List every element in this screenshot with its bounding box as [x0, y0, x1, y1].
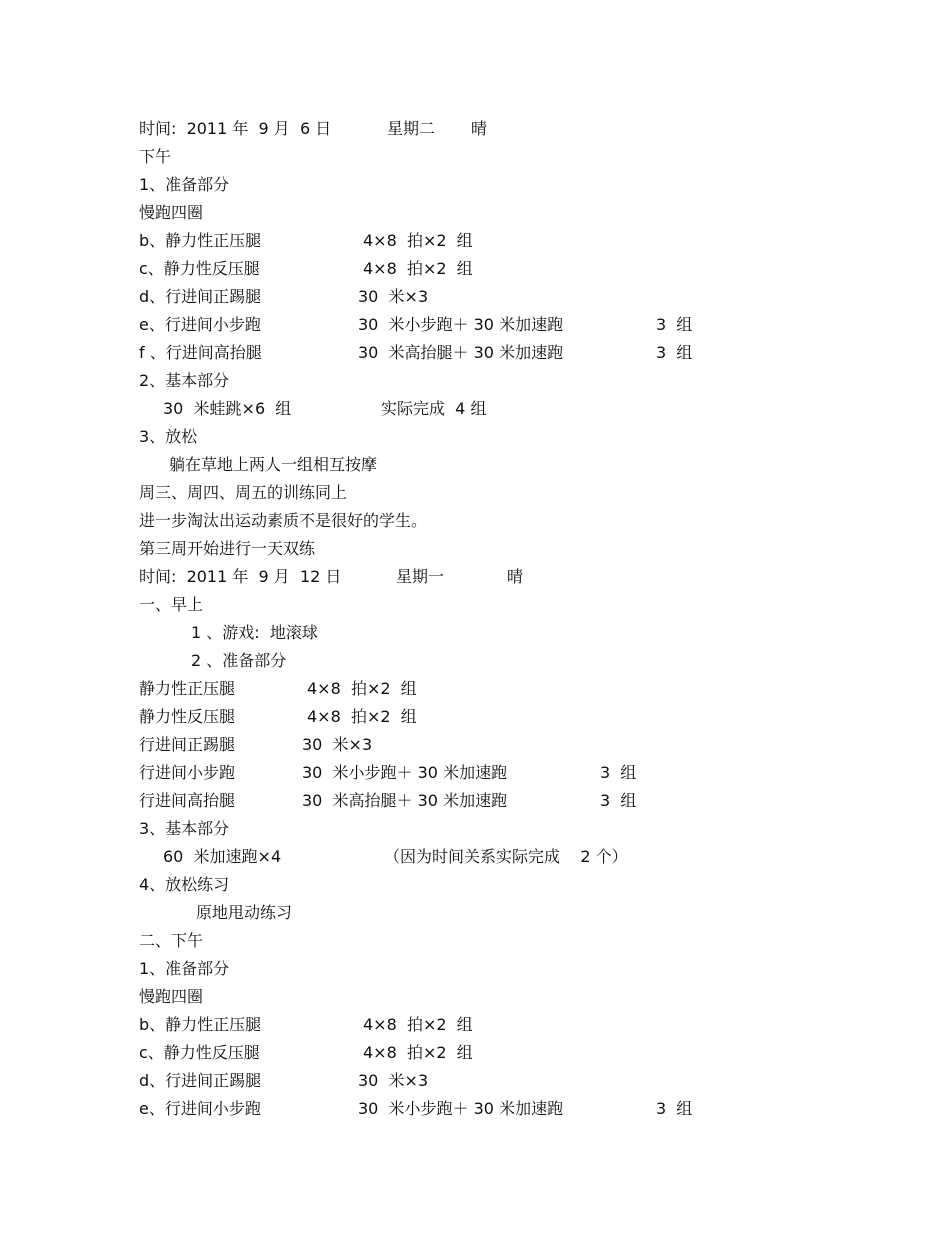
exercise-name: f 、行进间高抬腿 — [139, 343, 262, 362]
subsection-heading — [139, 619, 318, 647]
exercise-name: e、行进间小步跑 — [139, 315, 261, 334]
exercise-name: 静力性反压腿 — [139, 707, 236, 726]
exercise-name: c、静力性反压腿 — [139, 259, 260, 278]
exercise-line — [139, 1095, 693, 1123]
exercise-line — [139, 311, 693, 339]
session-heading — [139, 591, 204, 619]
paragraph-line — [139, 535, 316, 563]
exercise-name: 躺在草地上两人一组相互按摩 — [169, 455, 378, 474]
exercise-line — [139, 675, 417, 703]
exercise-volume: 4×8 拍×2 组 — [363, 231, 473, 250]
exercise-line — [139, 1039, 473, 1067]
exercise-line — [139, 283, 429, 311]
exercise-name: c、静力性反压腿 — [139, 1043, 260, 1062]
paragraph-line — [139, 479, 348, 507]
exercise-volume: 4×8 拍×2 组 — [307, 707, 417, 726]
exercise-volume: 4×8 拍×2 组 — [363, 1043, 473, 1062]
weekday-text: 星期一 — [396, 567, 445, 586]
exercise-line — [139, 843, 628, 871]
section-heading — [139, 815, 230, 843]
exercise-volume: 4×8 拍×2 组 — [363, 259, 473, 278]
session-heading — [139, 927, 204, 955]
exercise-name: 行进间小步跑 — [139, 763, 236, 782]
date-text: 时间: 2011 年 9 月 6 日 — [139, 119, 332, 138]
exercise-line — [139, 1067, 429, 1095]
exercise-name: b、静力性正压腿 — [139, 1015, 262, 1034]
exercise-line — [139, 759, 637, 787]
subsection-heading-text: 1 、游戏: 地滚球 — [191, 623, 318, 642]
exercise-volume: 30 米小步跑＋ 30 米加速跑 — [358, 315, 564, 334]
exercise-name: 慢跑四圈 — [139, 987, 204, 1006]
exercise-line — [139, 227, 473, 255]
section-heading-text: 2、基本部分 — [139, 371, 230, 390]
paragraph-line — [139, 507, 428, 535]
weekday-text: 星期二 — [387, 119, 436, 138]
date-line — [139, 115, 488, 143]
exercise-sets: 3 组 — [600, 791, 637, 810]
exercise-name: d、行进间正踢腿 — [139, 287, 262, 306]
session-heading-text: 二、下午 — [139, 931, 204, 950]
exercise-name: 30 米蛙跳×6 组 — [163, 399, 292, 418]
section-heading — [139, 871, 230, 899]
exercise-volume: 30 米高抬腿＋ 30 米加速跑 — [358, 343, 564, 362]
session-heading-text: 一、早上 — [139, 595, 204, 614]
exercise-line — [139, 899, 293, 927]
exercise-line — [139, 703, 417, 731]
exercise-name: 静力性正压腿 — [139, 679, 236, 698]
exercise-note: （因为时间关系实际完成 2 个） — [384, 847, 628, 866]
exercise-line — [139, 731, 373, 759]
section-heading-text: 3、基本部分 — [139, 819, 230, 838]
paragraph-text: 周三、周四、周五的训练同上 — [139, 483, 348, 502]
exercise-name: 行进间高抬腿 — [139, 791, 236, 810]
exercise-line — [139, 983, 204, 1011]
subsection-heading — [139, 647, 287, 675]
weather-text: 晴 — [471, 119, 488, 138]
section-heading — [139, 423, 198, 451]
date-text: 时间: 2011 年 9 月 12 日 — [139, 567, 342, 586]
exercise-name: 60 米加速跑×4 — [163, 847, 282, 866]
exercise-sets: 3 组 — [656, 315, 693, 334]
exercise-sets: 3 组 — [656, 343, 693, 362]
exercise-sets: 3 组 — [656, 1099, 693, 1118]
exercise-volume: 30 米高抬腿＋ 30 米加速跑 — [302, 791, 508, 810]
session-heading — [139, 143, 172, 171]
paragraph-text: 进一步淘汰出运动素质不是很好的学生。 — [139, 511, 428, 530]
exercise-name: e、行进间小步跑 — [139, 1099, 261, 1118]
exercise-name: 慢跑四圈 — [139, 203, 204, 222]
subsection-heading-text: 2 、准备部分 — [191, 651, 287, 670]
exercise-volume: 30 米×3 — [302, 735, 373, 754]
exercise-name: b、静力性正压腿 — [139, 231, 262, 250]
exercise-line — [139, 451, 378, 479]
session-heading-text: 下午 — [139, 147, 172, 166]
exercise-volume: 30 米×3 — [358, 1071, 429, 1090]
section-heading-text: 1、准备部分 — [139, 959, 230, 978]
exercise-line — [139, 395, 487, 423]
exercise-note: 实际完成 4 组 — [381, 399, 487, 418]
exercise-line — [139, 787, 637, 815]
date-line — [139, 563, 524, 591]
exercise-volume: 30 米×3 — [358, 287, 429, 306]
exercise-volume: 4×8 拍×2 组 — [363, 1015, 473, 1034]
section-heading-text: 4、放松练习 — [139, 875, 230, 894]
section-heading — [139, 955, 230, 983]
weather-text: 晴 — [507, 567, 524, 586]
exercise-line — [139, 339, 693, 367]
exercise-volume: 4×8 拍×2 组 — [307, 679, 417, 698]
section-heading — [139, 367, 230, 395]
exercise-name: 原地甩动练习 — [196, 903, 293, 922]
section-heading-text: 3、放松 — [139, 427, 198, 446]
exercise-sets: 3 组 — [600, 763, 637, 782]
exercise-name: d、行进间正踢腿 — [139, 1071, 262, 1090]
exercise-volume: 30 米小步跑＋ 30 米加速跑 — [302, 763, 508, 782]
exercise-line — [139, 199, 204, 227]
paragraph-text: 第三周开始进行一天双练 — [139, 539, 316, 558]
section-heading-text: 1、准备部分 — [139, 175, 230, 194]
exercise-line — [139, 1011, 473, 1039]
exercise-name: 行进间正踢腿 — [139, 735, 236, 754]
exercise-volume: 30 米小步跑＋ 30 米加速跑 — [358, 1099, 564, 1118]
exercise-line — [139, 255, 473, 283]
section-heading — [139, 171, 230, 199]
